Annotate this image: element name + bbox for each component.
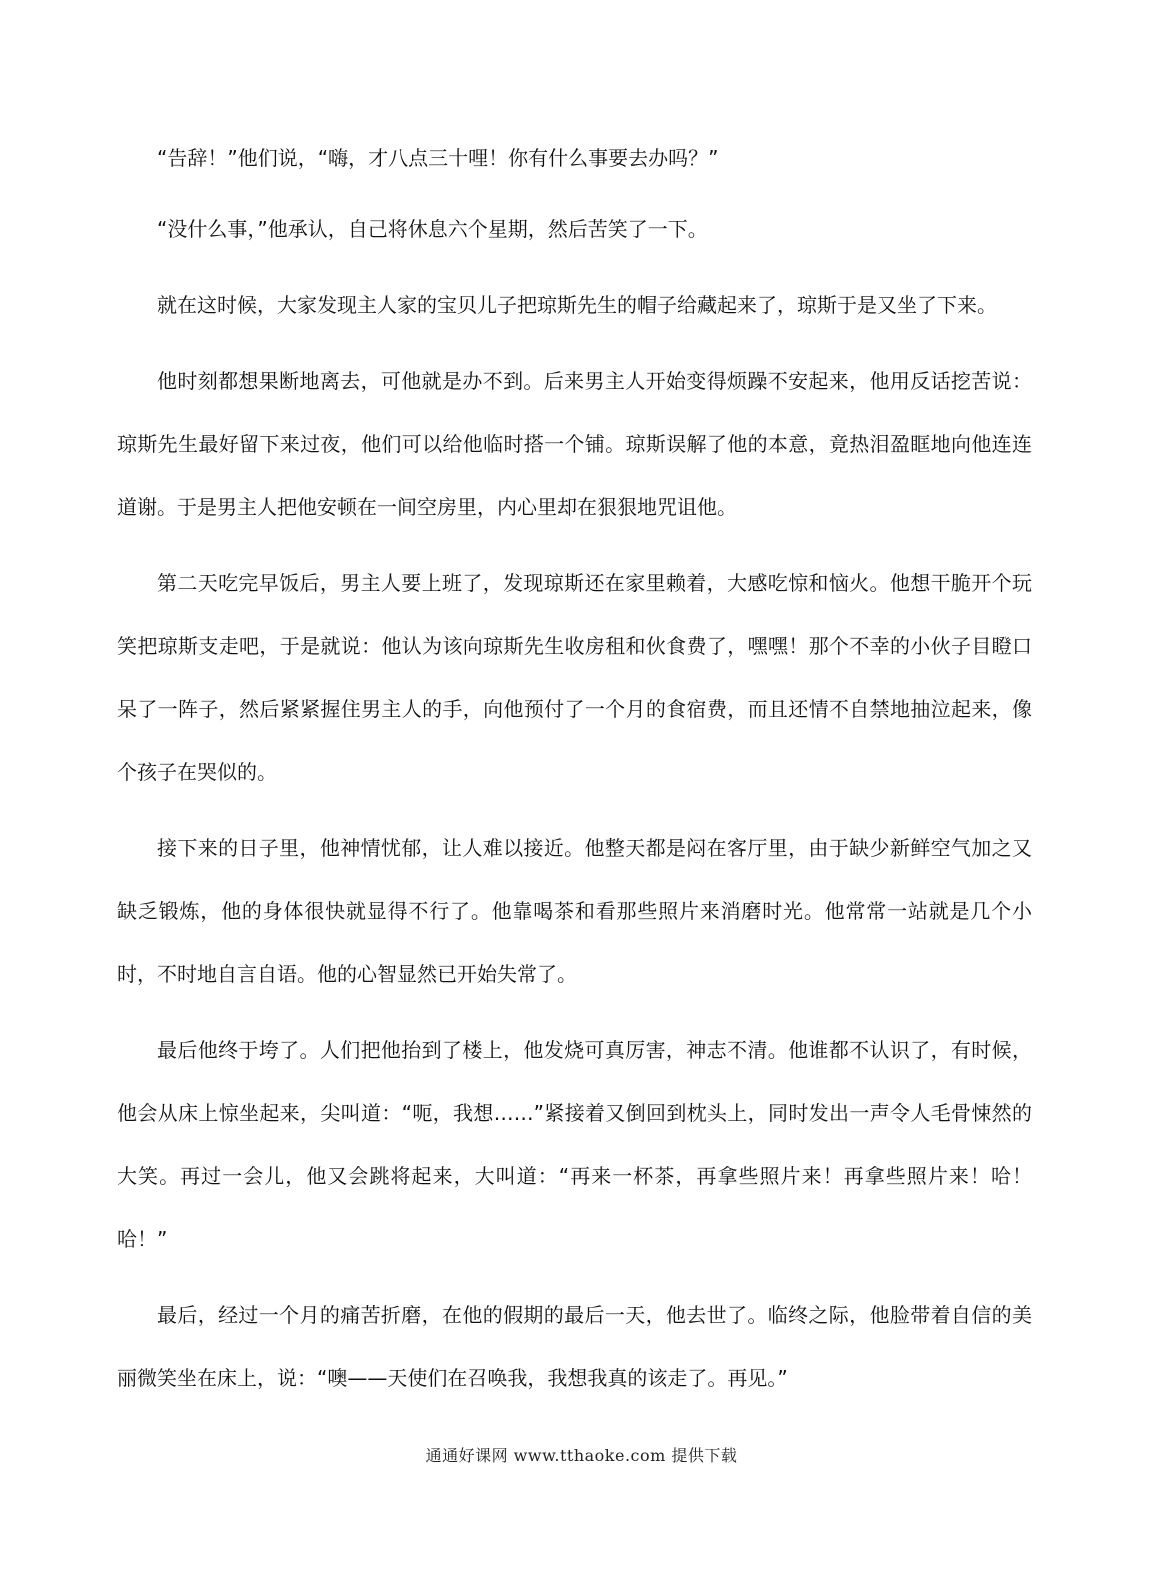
paragraph-7: 最后他终于垮了。人们把他抬到了楼上，他发烧可真厉害，神志不清。他谁都不认识了，有时候，他会从床上惊坐起来，尖叫道：“呃，我想……”紧接着又倒回到枕头上，同时发出一声令人毛骨悚然的大笑。再过一会儿，他又会跳将起来，大叫道：“再来一杯茶，再拿些照片来！再拿些照片来！哈！哈！” [117, 1038, 1032, 1251]
paragraph-2: “没什么事，”他承认，自己将休息六个星期，然后苦笑了一下。 [157, 217, 708, 241]
paragraph-1: “告辞！”他们说，“嗨，才八点三十哩！你有什么事要去办吗？” [157, 146, 719, 170]
paragraph-5: 第二天吃完早饭后，男主人要上班了，发现琼斯还在家里赖着，大感吃惊和恼火。他想干脆开个玩笑把琼斯支走吧，于是就说：他认为该向琼斯先生收房租和伙食费了，嘿嘿！那个不幸的小伙子目瞪口呆了一阵子，然后紧紧握住男主人的手，向他预付了一个月的食宿费，而且还情不自禁地抽泣起来，像个孩子在哭似的。 [117, 571, 1032, 784]
paragraph-3: 就在这时候，大家发现主人家的宝贝儿子把琼斯先生的帽子给藏起来了，琼斯于是又坐了下来。 [157, 293, 997, 317]
footer-watermark: 通通好课网 www.tthaoke.com 提供下载 [425, 1446, 738, 1465]
paragraph-4: 他时刻都想果断地离去，可他就是办不到。后来男主人开始变得烦躁不安起来，他用反话挖苦说：琼斯先生最好留下来过夜，他们可以给他临时搭一个铺。琼斯误解了他的本意，竟热泪盈眶地向他连连道谢。于是男主人把他安顿在一间空房里，内心里却在狠狠地咒诅他。 [117, 369, 1032, 519]
paragraph-8: 最后，经过一个月的痛苦折磨，在他的假期的最后一天，他去世了。临终之际，他脸带着自信的美丽微笑坐在床上，说：“噢——天使们在召唤我，我想我真的该走了。再见。” [117, 1303, 1032, 1390]
article-body [117, 127, 1032, 1423]
paragraph-6: 接下来的日子里，他神情忧郁，让人难以接近。他整天都是闷在客厅里，由于缺少新鲜空气加之又缺乏锻炼，他的身体很快就显得不行了。他靠喝茶和看那些照片来消磨时光。他常常一站就是几个小时，不时地自言自语。他的心智显然已开始失常了。 [117, 836, 1032, 986]
